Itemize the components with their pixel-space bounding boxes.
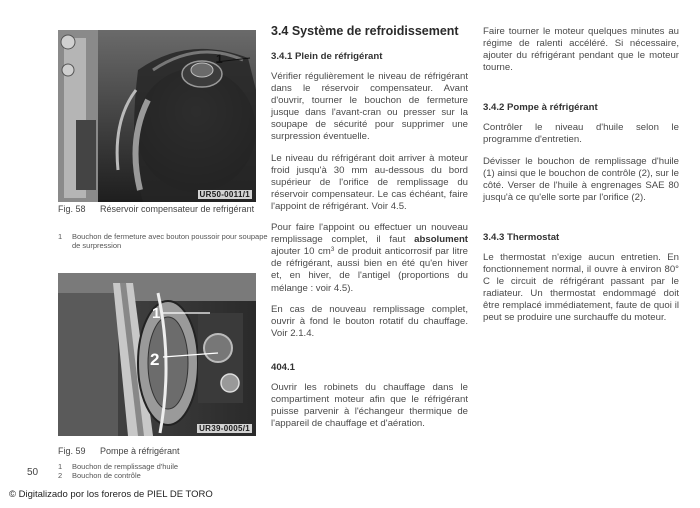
figure-58-title: Réservoir compensateur de refrigérant <box>100 204 255 214</box>
text-run: de produit anticorrosif par litre de réfrigérant, aussi bien en été qu'en hiver et, en hiver, de l'antigel (proportions du mélange : voir 4.5). <box>271 246 469 294</box>
footer-credit: © Digitalizado por los foreros de PIEL DE TORO <box>9 489 213 500</box>
figure-58-caption <box>58 204 258 215</box>
subsection-heading: 3.4.2 Pompe à réfrigérant <box>483 102 598 114</box>
legend-text: Bouchon de remplissage d'huile <box>72 462 179 471</box>
text-column-1 <box>271 24 468 439</box>
legend-number: 1 <box>58 232 63 241</box>
superscript: 3 <box>330 246 335 254</box>
text-column-2 <box>483 26 679 334</box>
figure-58-photo <box>58 30 256 202</box>
subsection-heading: 3.4.1 Plein de réfrigérant <box>271 51 383 62</box>
legend-item <box>58 462 268 471</box>
paragraph <box>271 222 468 295</box>
figure-59-legend <box>58 462 268 480</box>
page-number: 50 <box>27 467 39 478</box>
subsection-heading: 3.4.3 Thermostat <box>483 231 560 243</box>
paragraph: Vérifier régulièrement le niveau de réfrigérant dans le réservoir compensateur. Avant d'ouvrir, tourner le bouchon de fermeture jusque dans l'avant-cran ou presser sur la soupape de sécurité pour supprimer une surpression éventuelle. <box>271 71 468 143</box>
paragraph: Le thermostat n'exige aucun entretien. En fonctionnement normal, il ouvre à environ 80° C le circuit de réfrigérant passant par le radiateur. Un thermostat endommagé doit être remplacé immédiatement, faute de quoi il peut se produire une surchauffe du moteur. <box>483 251 679 324</box>
paragraph: Faire tourner le moteur quelques minutes au régime de ralenti accéléré. Si nécessaire, ajouter du réfrigérant pendant que le moteur tourne. <box>483 26 679 74</box>
text-run: Pour faire l'appoint ou effectuer un nouveau remplissage complet, il faut <box>271 222 468 246</box>
paragraph: Le niveau du réfrigérant doit arriver à moteur froid jusqu'à 30 mm au-dessous du bord supérieur de l'orifice de remplissage du réservoir compensateur. Le cas échéant, faire l'appoint de réfrigérant. Voir 4.5. <box>271 152 468 212</box>
paragraph: En cas de nouveau remplissage complet, ouvrir à fond le bouton rotatif du chauffage. Voir 2.1.4. <box>271 303 468 339</box>
figure-59-title: Pompe à réfrigérant <box>100 446 180 456</box>
figure-59-number: Fig. 59 <box>58 446 86 456</box>
section-heading: 3.4 Système de refroidissement <box>271 24 459 38</box>
text-run-bold: absolument <box>414 234 468 246</box>
subsection-heading: 404.1 <box>271 361 296 373</box>
text-run: ajouter 10 cm <box>271 246 331 258</box>
legend-number: 1 <box>58 462 63 471</box>
legend-text: Bouchon de fermeture avec bouton poussoir pour soupape de surpression <box>72 232 268 250</box>
figure-58-code: UR50-0011/1 <box>199 190 250 199</box>
figure-58-legend <box>58 232 268 250</box>
paragraph: Ouvrir les robinets du chauffage dans le compartiment moteur afin que le réfrigérant puisse parvenir à l'échangeur thermique de l'appareil de chauffage et d'aération. <box>271 381 468 430</box>
figure-58-number: Fig. 58 <box>58 204 86 214</box>
paragraph: Dévisser le bouchon de remplissage d'huile (1) ainsi que le bouchon de contrôle (2), sur le côté. Verser de l'huile à engrenages SAE 80 jusqu'à ce qu'elle sorte par l'orifice (2). <box>483 155 679 203</box>
figure-59-code: UR39-0005/1 <box>199 424 250 433</box>
legend-item <box>58 232 268 250</box>
legend-number: 2 <box>58 471 63 480</box>
fig59-callout-1: 1 <box>152 305 161 322</box>
legend-text: Bouchon de contrôle <box>72 471 141 480</box>
fig59-callout-2: 2 <box>150 350 160 369</box>
figure-59-photo <box>58 273 256 436</box>
figure-59-caption <box>58 446 258 457</box>
paragraph: Contrôler le niveau d'huile selon le programme d'entretien. <box>483 122 679 146</box>
fig58-callout-1: 1 <box>216 52 223 66</box>
legend-item <box>58 471 268 480</box>
